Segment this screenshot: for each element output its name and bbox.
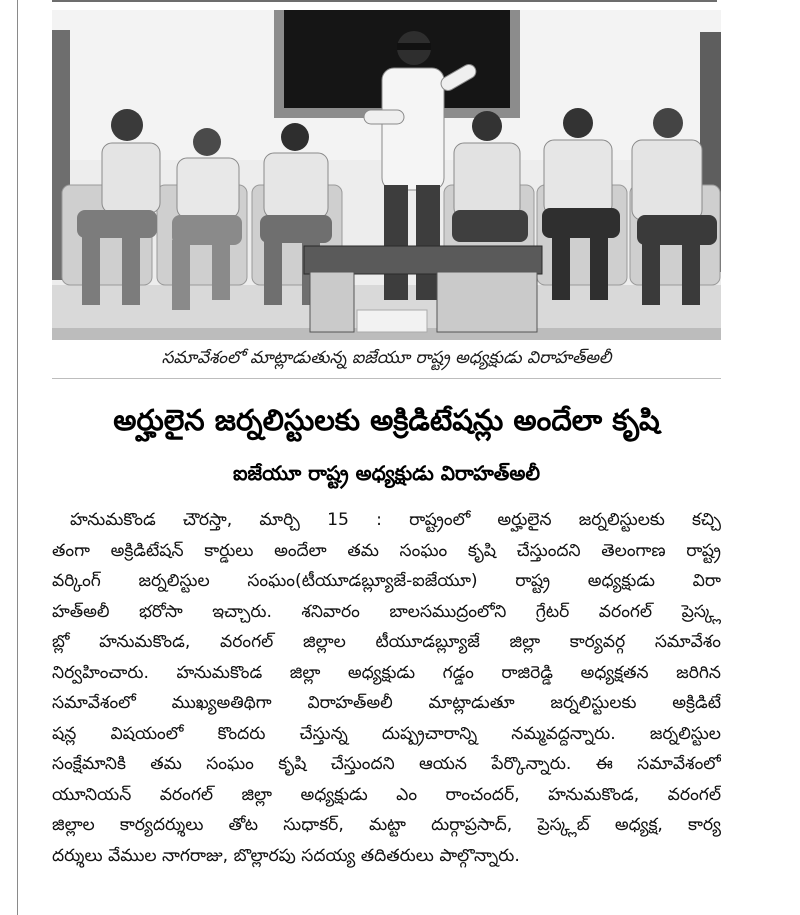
article-line: నిర్వహించారు. హనుమకొండ జిల్లా అధ్యక్షుడు గడ్డం రాజిరెడ్డి అధ్యక్షతన జరిగిన <box>52 662 721 683</box>
article-line: సమావేశంలో ముఖ్యఅతిథిగా విరాహత్అలీ మాట్లాడుతూ జర్నలిస్టులకు అక్రిడిటే <box>52 693 721 713</box>
article-line: తంగా అక్రిడిటేషన్ కార్డులు అందేలా తమ సంఘం కృషి చేస్తుందని తెలంగాణ రాష్ట్ర <box>52 540 721 561</box>
article-line: బ్లో హనుమకొండ, వరంగల్ జిల్లాల టీయూడబ్ల్యూజే జిల్లా కార్యవర్గ సమావేశం <box>52 632 721 652</box>
photo-caption: సమావేశంలో మాట్లాడుతున్న ఐజేయూ రాష్ట్ర అధ్యక్షుడు విరాహత్అలీ <box>161 348 612 368</box>
article-line: వర్కింగ్ జర్నలిస్టుల సంఘం(టీయూడబ్ల్యూజే-ఐజేయూ) రాష్ట్ర అధ్యక్షుడు విరా <box>52 571 721 591</box>
column-rule-top <box>52 0 717 2</box>
column-rule-left <box>17 0 18 915</box>
article-line: దర్శులు వేముల నాగరాజు, బొల్లారపు సదయ్య తదితరులు పాల్గొన్నారు. <box>52 845 520 866</box>
article-line: యూనియన్ వరంగల్ జిల్లా అధ్యక్షుడు ఎం రాంచందర్, హనుమకొండ, వరంగల్ <box>52 784 721 805</box>
photo-icon <box>52 10 721 340</box>
article-line: జిల్లాల కార్యదర్శులు తోట సుధాకర్, మట్టా దుర్గాప్రసాద్, ప్రెస్క్లబ్ అధ్యక్ష, కార్య <box>52 815 721 835</box>
article-line: హనుమకొండ చౌరస్తా, మార్చి 15 : రాష్ట్రంలో అర్హులైన జర్నలిస్టులకు కచ్చి <box>70 510 721 530</box>
article-body <box>52 505 721 871</box>
subheadline: ఐజేయూ రాష్ట్ర అధ్యక్షుడు విరాహత్అలీ <box>232 461 541 485</box>
article-line: సంక్షేమానికి తమ సంఘం కృషి చేస్తుందని ఆయన పేర్కొన్నారు. ఈ సమావేశంలో <box>52 754 721 774</box>
headline: అర్హులైన జర్నలిస్టులకు అక్రిడిటేషన్లు అందేలా కృషి <box>113 403 660 437</box>
news-photo <box>52 10 721 340</box>
photo-caption-box <box>52 342 721 379</box>
article-line: షన్ల విషయంలో కొందరు చేస్తున్న దుష్ప్రచారాన్ని నమ్మవద్దన్నారు. జర్నలిస్టుల <box>52 723 721 744</box>
article-line: హత్అలీ భరోసా ఇచ్చారు. శనివారం బాలసముద్రంలోని గ్రేటర్ వరంగల్ ప్రెస్క్ల <box>52 601 721 622</box>
